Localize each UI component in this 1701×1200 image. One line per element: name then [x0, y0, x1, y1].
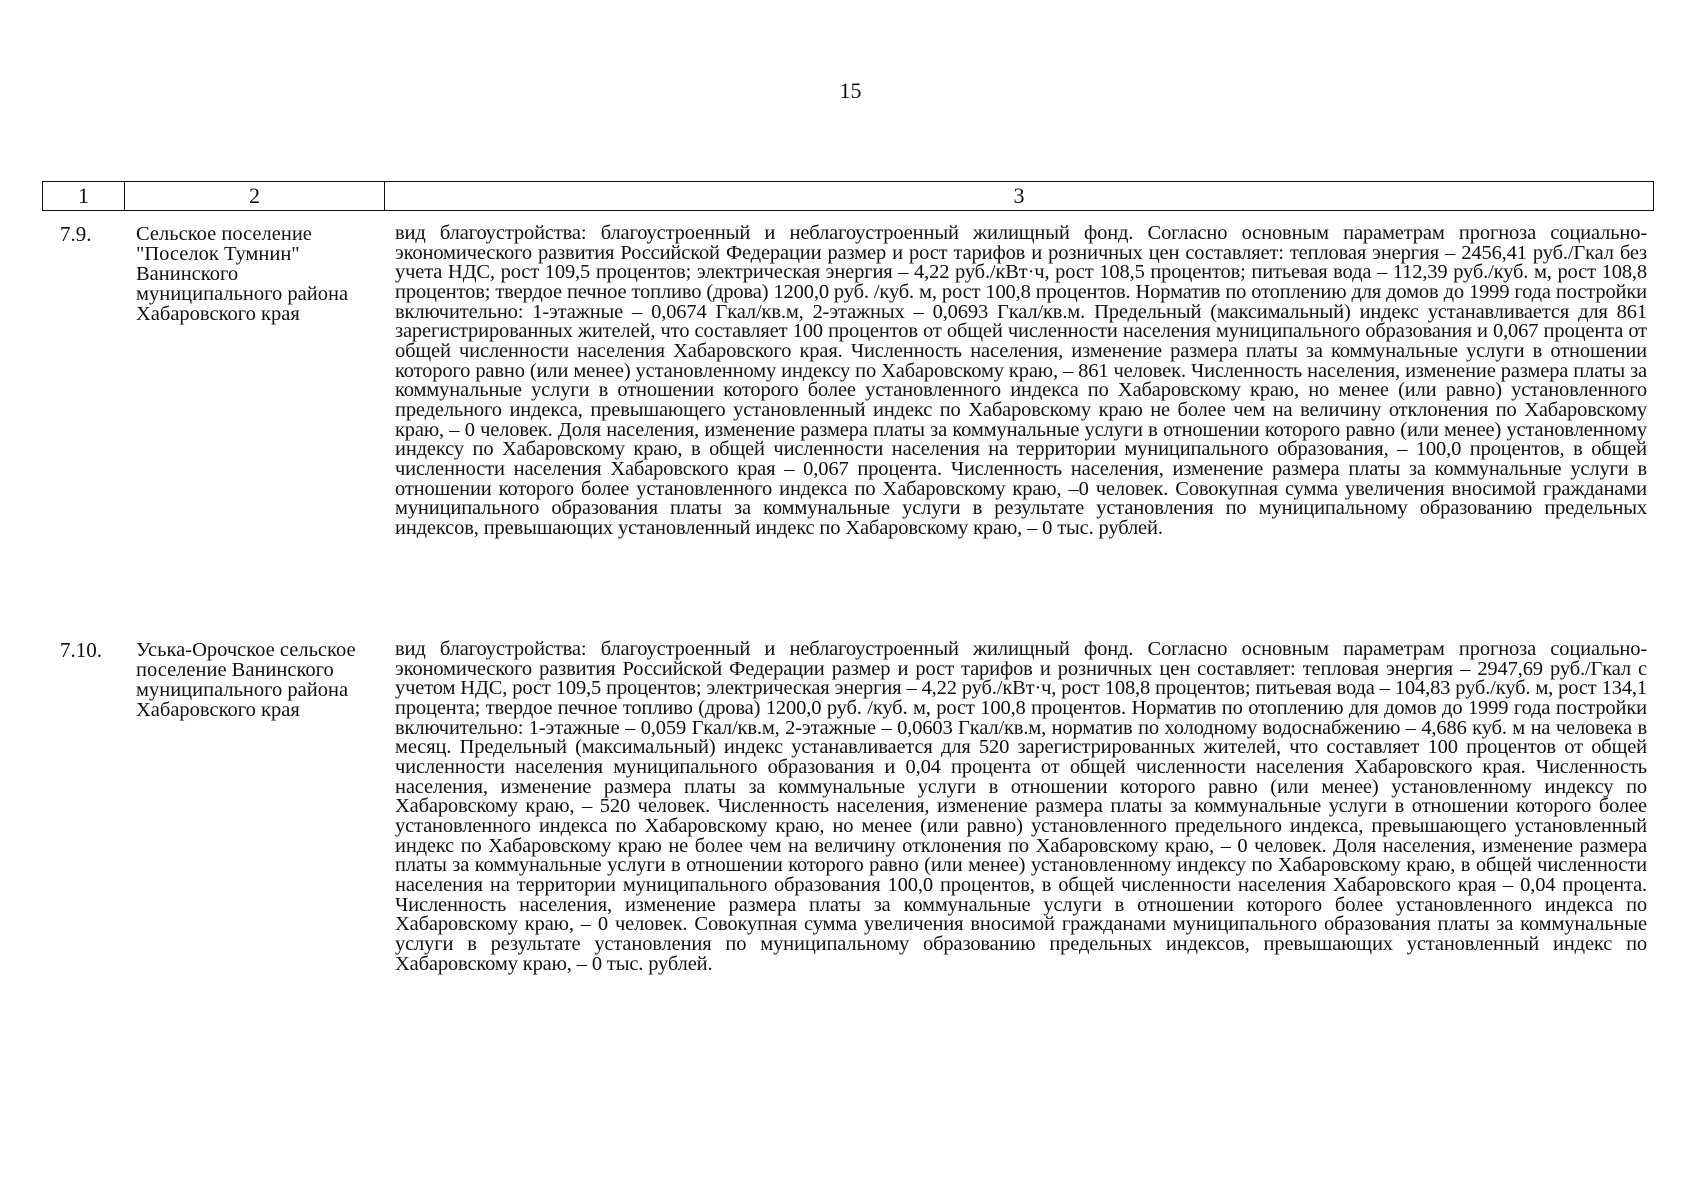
- page-number: 15: [839, 78, 862, 103]
- row-number: 7.10.: [60, 638, 102, 662]
- column-header-1: 1: [43, 182, 125, 210]
- column-header-2: 2: [125, 182, 385, 210]
- row-number: 7.9.: [60, 222, 92, 246]
- settlement-name: Уська-Орочское сельское поселение Ванинского муниципального района Хабаровского края: [136, 639, 356, 721]
- column-header-3: 3: [1013, 183, 1025, 208]
- row-description: вид благоустройства: благоустроенный и неблагоустроенный жилищный фонд. Согласно основным параметрам прогноза социально-экономического развития Российской Федерации размер и рост тарифов и розничных цен составляет: тепловая энергия – 2456,41 руб./Гкал без учета НДС, рост 109,5 процентов; электрическая энергия – 4,22 руб./кВт·ч, рост 108,5 процентов; питьевая вода – 112,39 руб./куб. м, рост 108,8 процентов; твердое печное топливо (дрова) 1200,0 руб. /куб. м, рост 100,8 процентов. Норматив по отоплению для домов до 1999 года постройки включительно: 1-этажные – 0,0674 Гкал/кв.м, 2-этажных – 0,0693 Гкал/кв.м. Предельный (максимальный) индекс устанавливается для 861 зарегистрированных жителей, что составляет 100 процентов от общей численности населения муниципального образования и 0,067 процента от общей численности населения Хабаровского края. Численность населения, изменение размера платы за коммунальные услуги в отношении которого равно (или менее) установленному индексу по Хабаровскому краю, – 861 человек. Численность населения, изменение размера платы за коммунальные услуги в отношении которого более установленного индекса по Хабаровскому краю, но менее (или равно) установленного предельного индекса, превышающего установленный индекс по Хабаровскому краю не более чем на величину отклонения по Хабаровскому краю, – 0 человек. Доля населения, изменение размера платы за коммунальные услуги в отношении которого равно (или менее) установленному индексу по Хабаровскому краю, в общей численности населения на территории муниципального образования, – 100,0 процентов, в общей численности населения Хабаровского края – 0,067 процента. Численность населения, изменение размера платы за коммунальные услуги в отношении которого более установленного индекса по Хабаровскому краю, –0 человек. Совокупная сумма увеличения вносимой гражданами муниципального образования платы за коммунальные услуги в результате установления по муниципальному образованию предельных индексов, превышающих установленный индекс по Хабаровскому краю, – 0 тыс. рублей.: [395, 222, 1647, 539]
- settlement-name: Сельское поселение "Поселок Тумнин" Ванинского муниципального района Хабаровского края: [136, 223, 349, 325]
- row-description: вид благоустройства: благоустроенный и неблагоустроенный жилищный фонд. Согласно основным параметрам прогноза социально-экономического развития Российской Федерации размер и рост тарифов и розничных цен составляет: тепловая энергия – 2947,69 руб./Гкал с учетом НДС, рост 109,5 процентов; электрическая энергия – 4,22 руб./кВт·ч, рост 108,8 процентов; питьевая вода – 104,83 руб./куб. м, рост 134,1 процента; твердое печное топливо (дрова) 1200,0 руб. /куб. м, рост 100,8 процентов. Норматив по отоплению для домов до 1999 года постройки включительно: 1-этажные – 0,059 Гкал/кв.м, 2-этажные – 0,0603 Гкал/кв.м, норматив по холодному водоснабжению – 4,686 куб. м на человека в месяц. Предельный (максимальный) индекс устанавливается для 520 зарегистрированных жителей, что составляет 100 процентов от общей численности населения муниципального образования и 0,04 процента от общей численности населения Хабаровского края. Численность населения, изменение размера платы за коммунальные услуги в отношении которого равно (или менее) установленному индексу по Хабаровскому краю, – 520 человек. Численность населения, изменение размера платы за коммунальные услуги в отношении которого более установленного индекса по Хабаровскому краю, но менее (или равно) установленного предельного индекса, превышающего установленный индекс по Хабаровскому краю не более чем на величину отклонения по Хабаровскому краю, – 0 человек. Доля населения, изменение размера платы за коммунальные услуги в отношении которого равно (или менее) установленному индексу по Хабаровскому краю, в общей численности населения на территории муниципального образования 100,0 процентов, в общей численности населения Хабаровского края – 0,04 процента. Численность населения, изменение размера платы за коммунальные услуги в отношении которого более установленного индекса по Хабаровскому краю, – 0 человек. Совокупная сумма увеличения вносимой гражданами муниципального образования платы за коммунальные услуги в результате установления по муниципальному образованию предельных индексов, превышающих установленный индекс по Хабаровскому краю, – 0 тыс. рублей.: [395, 638, 1647, 975]
- table-header-row: [42, 181, 1654, 211]
